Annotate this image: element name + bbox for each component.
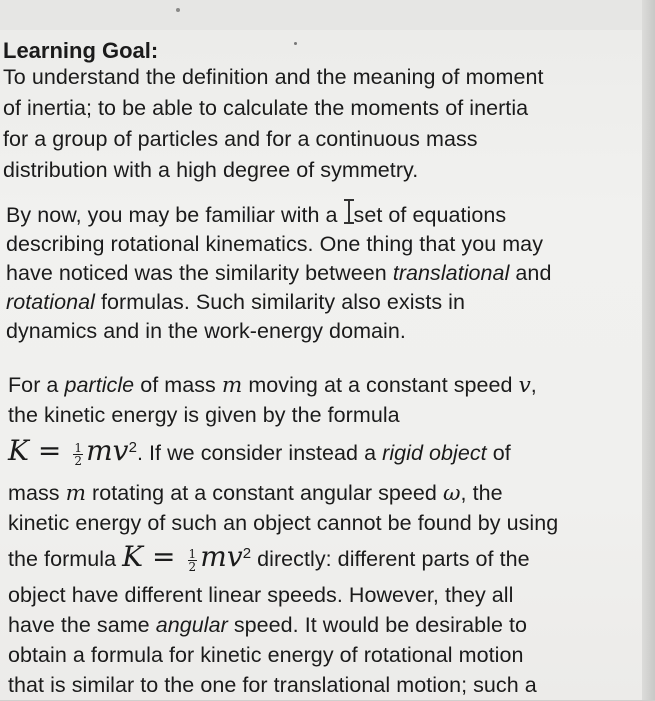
frac-num-2: 1 (188, 546, 197, 561)
p2-line-4 (6, 287, 465, 318)
math-mv-2: mv (200, 540, 243, 574)
p3-line-6 (8, 538, 530, 575)
top-bar (0, 0, 642, 30)
p3-l3-c: of (486, 441, 511, 466)
p3-l4-c: , the (460, 481, 503, 505)
math-v: v (518, 373, 531, 398)
dot-mark-2 (294, 42, 297, 45)
p3-l4-a: mass (8, 481, 66, 505)
goal-line-3: for a group of particles and for a continuous mass (3, 127, 478, 151)
p3-line-3 (8, 432, 511, 469)
p3-line-10: that is similar to the one for translational motion; such a (8, 673, 537, 697)
p2-line-2: describing rotational kinematics. One thing that you may (6, 232, 543, 256)
p3-l1-a: For a (8, 373, 65, 397)
p2-line-1 (6, 200, 506, 231)
p3-l8-c: speed. It would be desirable to (227, 613, 528, 637)
p3-l3-italic: rigid object (382, 441, 487, 466)
math-m: m (221, 373, 243, 398)
p3-line-8 (8, 610, 527, 641)
p2-l3-c: and (509, 261, 552, 285)
p3-line-4 (8, 478, 503, 509)
math-mv: mv (86, 434, 129, 468)
frac-den: 2 (74, 453, 83, 468)
p3-line-7: object have different linear speeds. However, they all (8, 583, 514, 607)
p2-l3-a: have noticed was the similarity between (6, 261, 393, 285)
p3-l3-a: . If we consider instead a (136, 441, 383, 466)
p3-line-5: kinetic energy of such an object cannot be found by using (8, 511, 559, 535)
p2-line-3 (6, 258, 551, 289)
math-square-2: 2 (242, 545, 252, 562)
frac-num: 1 (74, 440, 83, 455)
p2-l4-b: formulas. Such similarity also exists in (94, 290, 466, 314)
goal-line-4: distribution with a high degree of symmetry. (3, 158, 419, 182)
p3-l1-c: of mass (134, 373, 222, 397)
math-fraction (73, 442, 83, 467)
p2-l3-italic: translational (392, 261, 510, 285)
p3-l6-b: directly: different parts of the (251, 547, 530, 572)
learning-goal-heading: Learning Goal: (3, 38, 159, 63)
p3-l1-e: , (530, 373, 537, 397)
math-omega: ω (442, 481, 461, 506)
math-K-2: K (122, 540, 144, 574)
goal-line-2: of inertia; to be able to calculate the moments of inertia (3, 96, 529, 120)
p3-line-9: obtain a formula for kinetic energy of rotational motion (8, 643, 524, 667)
p2-text-a: By now, you may be familiar with a (6, 203, 344, 227)
p2-text-b: set of equations (353, 203, 507, 227)
math-fraction-2 (188, 548, 198, 573)
p3-l1-italic: particle (64, 373, 135, 397)
math-K: K (8, 434, 29, 468)
dot-mark (176, 8, 180, 12)
p3-l6-a: the formula (8, 547, 123, 572)
goal-line-1: To understand the definition and the meaning of moment (3, 65, 544, 89)
p3-l1-d: moving at a constant speed (242, 373, 519, 397)
screen-edge (642, 0, 655, 700)
p3-l4-b: rotating at a constant angular speed (86, 481, 443, 505)
p3-l8-italic: angular (155, 613, 228, 637)
math-m-2: m (65, 481, 87, 506)
frac-den-2: 2 (188, 559, 197, 574)
math-square: 2 (128, 439, 137, 456)
p3-line-1 (8, 370, 537, 401)
p2-l4-italic: rotational (6, 290, 95, 314)
p3-line-2: the kinetic energy is given by the formula (8, 403, 400, 427)
p2-line-5: dynamics and in the work-energy domain. (6, 319, 406, 343)
math-equals-2: = (143, 540, 185, 574)
math-equals: = (28, 434, 71, 468)
p3-l8-a: have the same (8, 613, 156, 637)
